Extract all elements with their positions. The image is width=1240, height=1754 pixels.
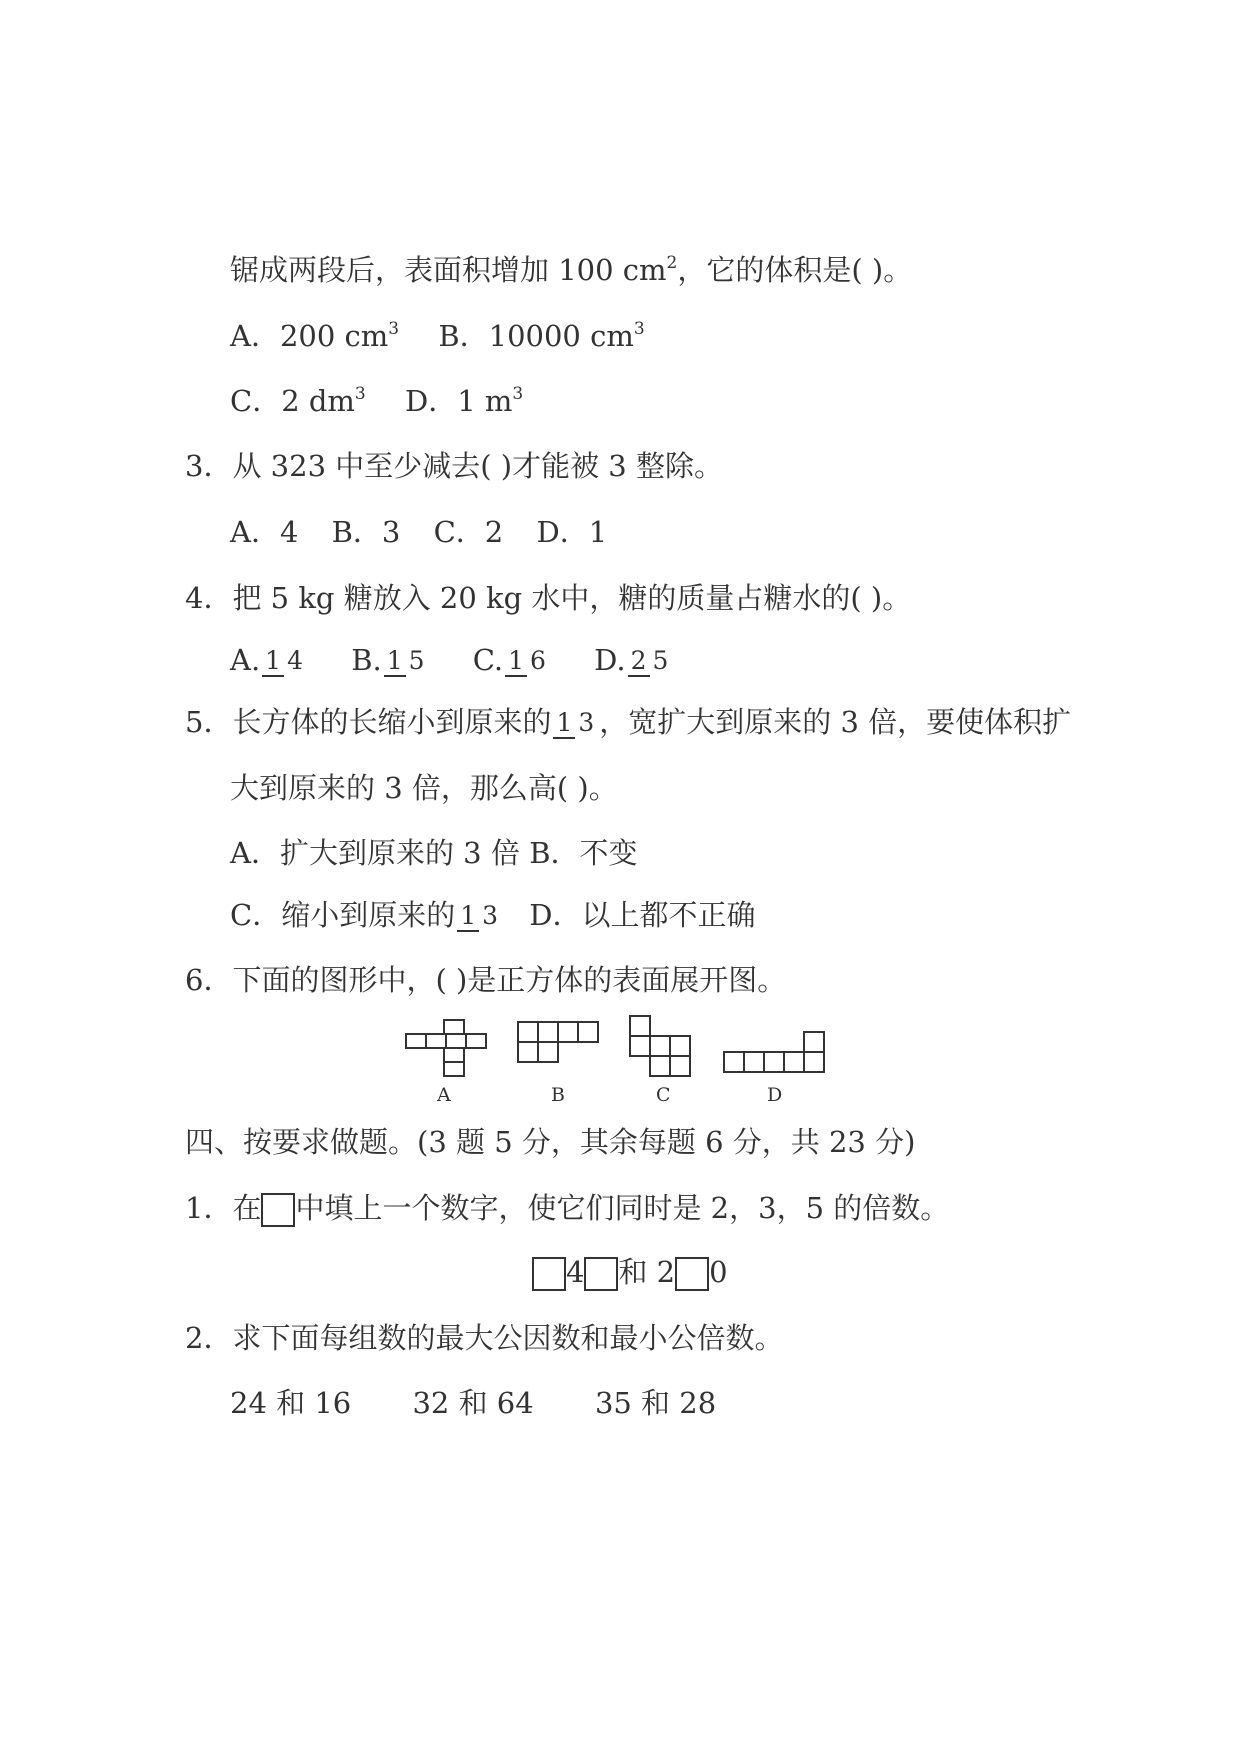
cube-net-a[interactable]	[404, 1018, 494, 1078]
q5-option-c[interactable]: C．缩小到原来的 1 3	[230, 885, 520, 945]
q4-options	[230, 630, 673, 690]
blank-box-2[interactable]	[584, 1257, 618, 1291]
q3-option-b[interactable]: B．3	[331, 515, 401, 549]
q4-option-a[interactable]: A. 1 4	[230, 630, 308, 690]
fraction: 1 3	[457, 902, 501, 932]
q2-option-c[interactable]: C．2 $dm^3$	[230, 384, 366, 418]
q2-options-row2	[230, 383, 523, 419]
q3-stem: 3．从 323 中至少减去( )才能被 3 整除。	[185, 449, 723, 483]
cube-net-c[interactable]	[628, 1014, 698, 1078]
q3-option-a[interactable]: A．4	[230, 515, 299, 549]
fraction: 1 6	[505, 647, 549, 677]
net-label-d: D	[767, 1084, 783, 1106]
section4-p1-numbers: 4 和 2 0	[532, 1254, 728, 1291]
q3-options	[230, 514, 607, 550]
cube-net-b[interactable]	[516, 1020, 602, 1066]
q2-stem: 锯成两段后，表面积增加 100 $cm^2$，它的体积是( )。	[230, 253, 913, 287]
net-label-a: A	[437, 1084, 451, 1106]
section4-title: 四、按要求做题。(3 题 5 分，其余每题 6 分，共 23 分)	[185, 1125, 916, 1159]
q6-stem: 6．下面的图形中，( )是正方体的表面展开图。	[185, 963, 787, 997]
fraction: 1 3	[553, 709, 597, 739]
q3-option-d[interactable]: D．1	[536, 515, 608, 549]
q2-option-b[interactable]: B．10000 $cm^3$	[438, 319, 645, 353]
fraction: 1 5	[384, 647, 428, 677]
q3-option-c[interactable]: C．2	[433, 515, 504, 549]
q5-stem-line2: 大到原来的 3 倍，那么高( )。	[230, 771, 618, 805]
q5-option-a[interactable]: A．扩大到原来的 3 倍	[230, 836, 520, 870]
q5-option-d[interactable]: D．以上都不正确	[529, 898, 756, 932]
section4-p1: 1．在 中填上一个数字，使它们同时是 2，3，5 的倍数。	[185, 1191, 950, 1225]
q5-stem-line1: 5．长方体的长缩小到原来的 1 3 ，宽扩大到原来的 3 倍，要使体积扩	[185, 705, 1072, 739]
q5-option-b[interactable]: B．不变	[529, 836, 638, 870]
net-label-b: B	[551, 1084, 565, 1106]
q4-stem: 4．把 5 kg 糖放入 20 kg 水中，糖的质量占糖水的( )。	[185, 581, 912, 615]
q2-options-row1	[230, 318, 645, 354]
blank-box-1[interactable]	[532, 1257, 566, 1291]
section4-p2-items	[230, 1385, 716, 1421]
q4-option-d[interactable]: D. 2 5	[594, 630, 673, 690]
q2-option-a[interactable]: A．200 $cm^3$	[230, 319, 400, 353]
number-pair-2: 32 和 64	[412, 1386, 534, 1420]
section4-p2: 2．求下面每组数的最大公因数和最小公倍数。	[185, 1321, 784, 1355]
q5-options-row1	[230, 835, 638, 871]
q5-options-row2	[230, 885, 755, 945]
blank-box-3[interactable]	[675, 1257, 709, 1291]
fraction: 1 4	[262, 647, 306, 677]
blank-box[interactable]	[261, 1193, 295, 1227]
q4-option-c[interactable]: C. 1 6	[473, 630, 551, 690]
cube-net-d[interactable]	[722, 1030, 826, 1078]
net-label-c: C	[656, 1084, 671, 1106]
q4-option-b[interactable]: B. 1 5	[351, 630, 429, 690]
fraction: 2 5	[628, 647, 672, 677]
number-pair-1: 24 和 16	[230, 1386, 352, 1420]
number-pair-3: 35 和 28	[594, 1386, 717, 1420]
q2-option-d[interactable]: D．1 $m^3$	[404, 384, 524, 418]
